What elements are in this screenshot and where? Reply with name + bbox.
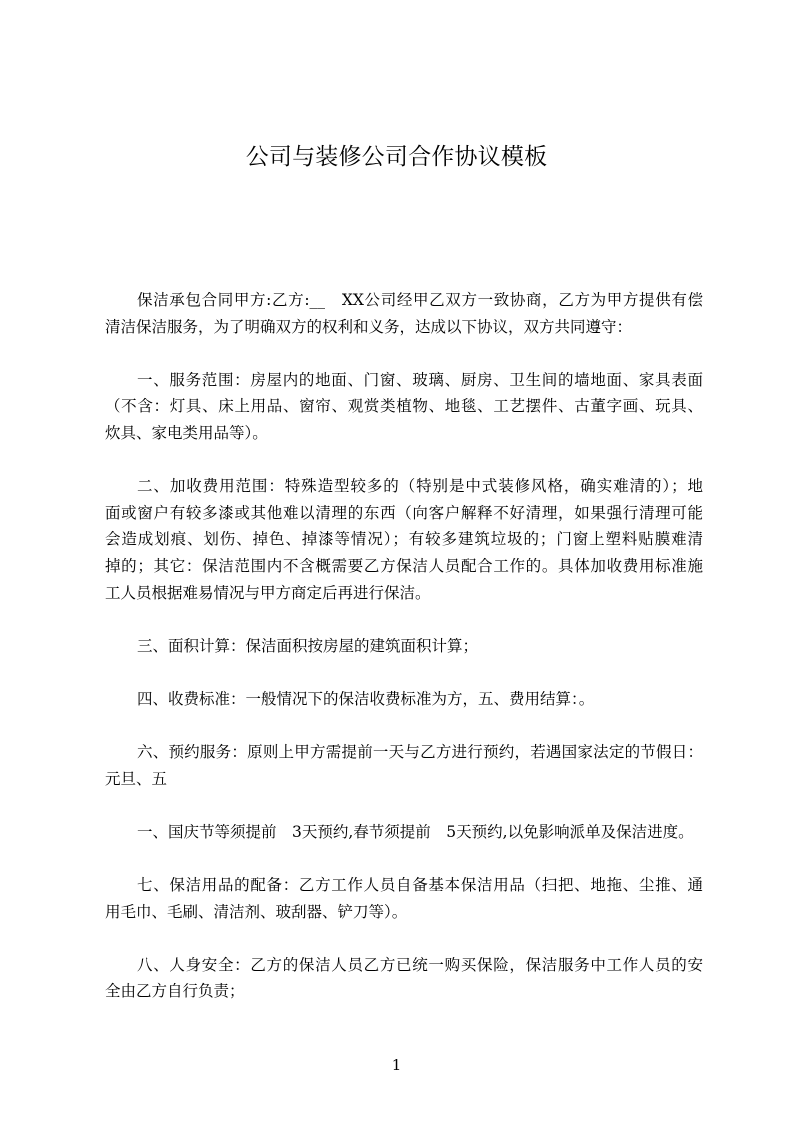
paragraph-line: 工人员根据难易情况与甲方商定后再进行保洁。: [105, 583, 431, 602]
paragraph-line: （不含：灯具、床上用品、窗帘、观赏类植物、地毯、工艺摆件、古董字画、玩具、: [105, 397, 703, 416]
paragraph-holiday-notice: [105, 819, 703, 846]
paragraph-service-scope: [105, 367, 703, 447]
paragraph-line: 会造成划痕、划伤、掉色、掉漆等情况）；有较多建筑垃圾的；门窗上塑料贴膜难清: [105, 530, 703, 549]
paragraph-line: 面或窗户有较多漆或其他难以清理的东西（向客户解释不好清理，如果强行清理可能: [105, 503, 703, 522]
page-number: 1: [391, 1056, 402, 1074]
paragraph-line: 用毛巾、毛刷、清洁剂、玻刮器、铲刀等）。: [105, 902, 408, 921]
paragraph-fee-standard: [105, 686, 703, 713]
paragraph-line: 元旦、五: [105, 769, 168, 788]
paragraph-area-calculation: [105, 633, 703, 660]
paragraph-cleaning-supplies: [105, 872, 703, 925]
paragraph-line: 四、收费标准：一般情况下的保洁收费标准为方，五、费用结算：。: [137, 689, 595, 708]
paragraph-line: 八、人身安全：乙方的保洁人员乙方已统一购买保险，保洁服务中工作人员的安: [137, 955, 703, 974]
paragraph-line: 二、加收费用范围：特殊造型较多的（特别是中式装修风格，确实难清的）；地: [137, 477, 703, 496]
paragraph-line: 一、国庆节等须提前 3天预约,春节须提前 5天预约,以免影响派单及保洁进度。: [137, 822, 694, 841]
paragraph-line: 六、预约服务：原则上甲方需提前一天与乙方进行预约，若遇国家法定的节假日：: [137, 743, 703, 762]
paragraph-line: 掉的；其它：保洁范围内不含概需要乙方保洁人员配合工作的。具体加收费用标准施: [105, 556, 703, 575]
paragraph-line: 七、保洁用品的配备：乙方工作人员自备基本保洁用品（扫把、地拖、尘推、通: [137, 876, 703, 895]
paragraph-line: 保洁承包合同甲方:乙方:__ XX公司经甲乙双方一致协商，乙方为甲方提供有偿: [137, 291, 703, 309]
document-title: 公司与装修公司合作协议模板: [245, 144, 548, 170]
paragraph-extra-fees: [105, 473, 703, 606]
paragraph-intro: [105, 287, 703, 340]
paragraph-line: 炊具、家电类用品等）。: [105, 423, 268, 442]
paragraph-line: 一、服务范围：房屋内的地面、门窗、玻璃、厨房、卫生间的墙地面、家具表面: [137, 370, 703, 389]
paragraph-line: 三、面积计算：保洁面积按房屋的建筑面积计算；: [137, 636, 479, 655]
paragraph-personal-safety: [105, 952, 703, 1005]
paragraph-appointment: [105, 739, 703, 792]
paragraph-line: 全由乙方自行负责；: [105, 982, 245, 1001]
document-body: [105, 287, 703, 1032]
paragraph-line: 清洁保洁服务，为了明确双方的权利和义务，达成以下协议，双方共同遵守：: [105, 317, 633, 336]
